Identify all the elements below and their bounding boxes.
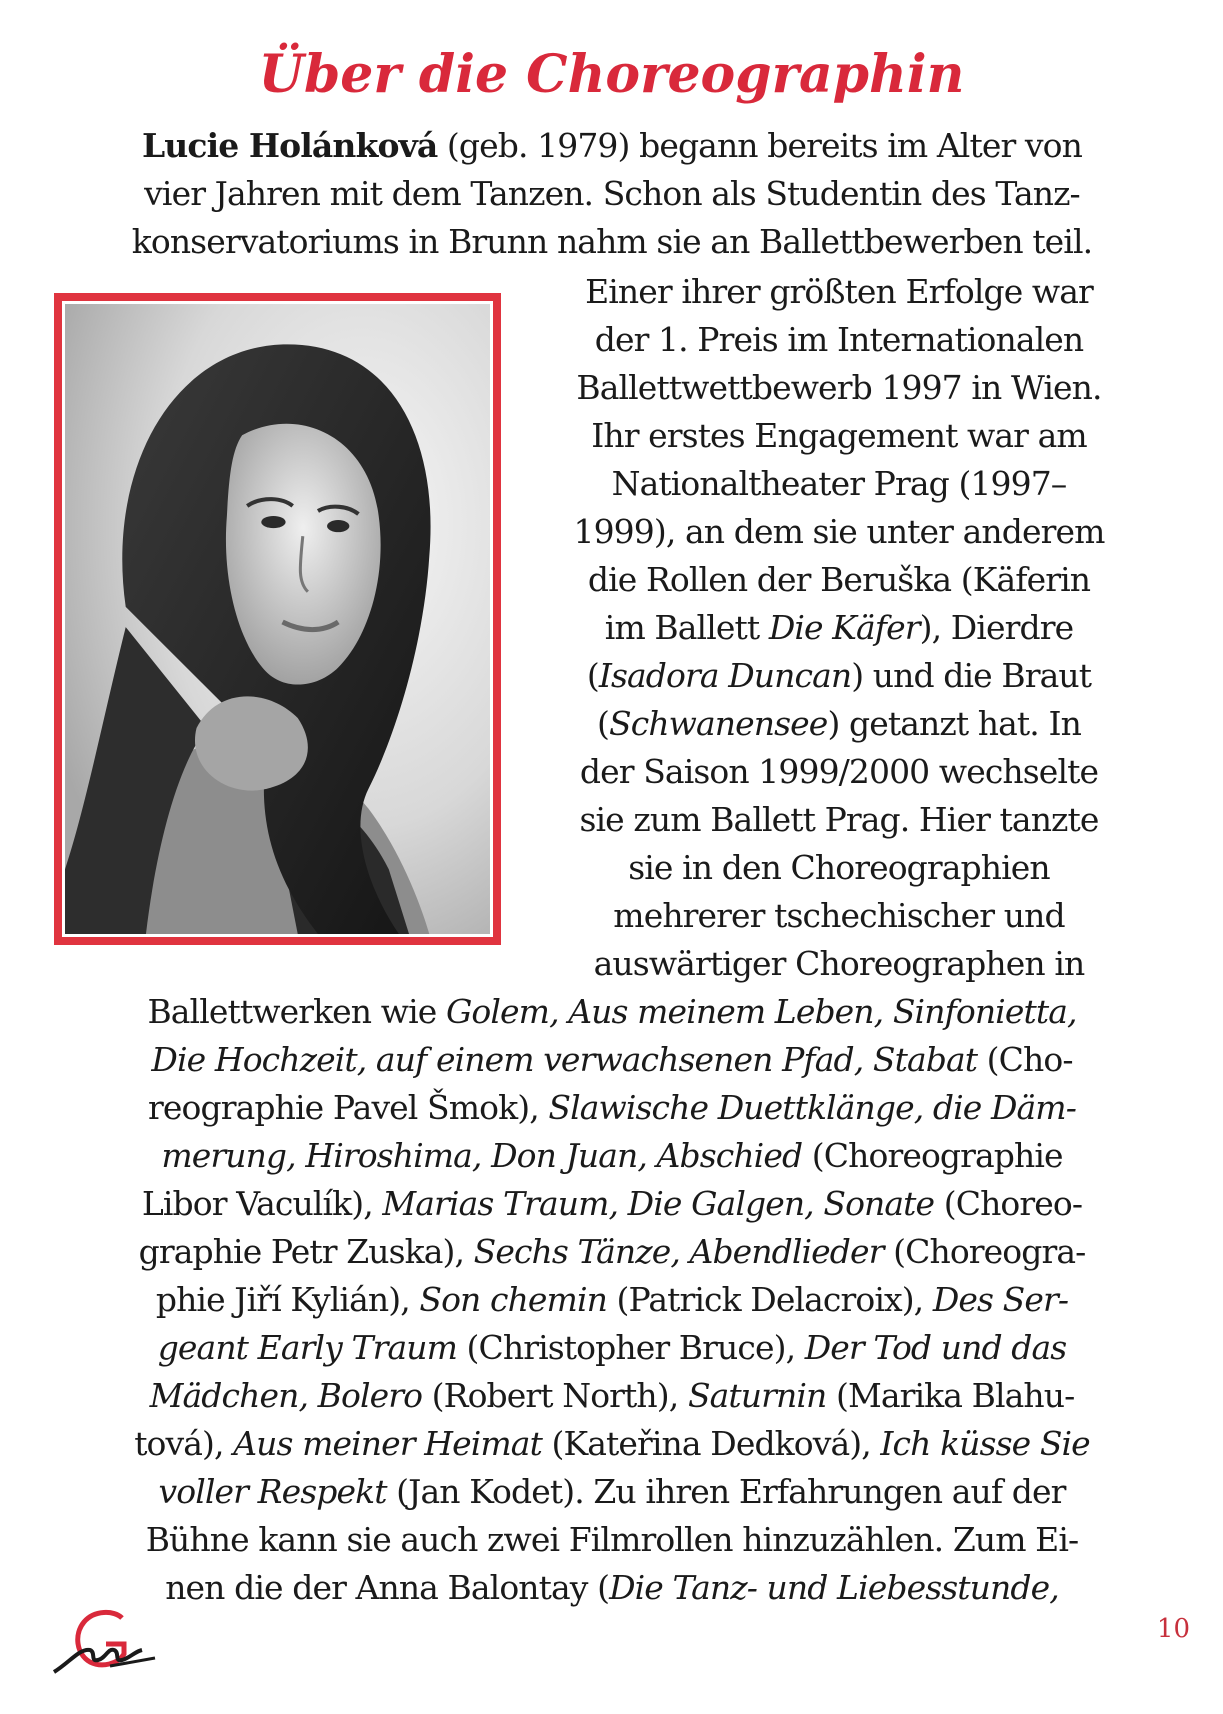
text-segment: Die Hochzeit, auf einem verwachsenen Pfad, Stabat (151, 1040, 978, 1079)
text-line (512, 604, 1166, 652)
text-line (512, 460, 1166, 508)
text-segment: auswärtiger Choreographen in (593, 944, 1085, 983)
text-line (58, 1276, 1166, 1324)
text-segment: Son chemin (419, 1280, 607, 1319)
text-segment: sie zum Ballett Prag. Hier tanzte (579, 800, 1099, 839)
text-segment: (Choreogra- (883, 1232, 1086, 1271)
text-segment: Ballettwerken wie (147, 992, 446, 1031)
text-line (58, 1420, 1166, 1468)
text-line (58, 1132, 1166, 1180)
text-segment: phie Jiří Kylián), (155, 1280, 420, 1319)
text-segment: Schwanensee (609, 704, 828, 743)
text-segment: sie in den Choreographien (628, 848, 1050, 887)
text-segment: Aus meiner Heimat (233, 1424, 542, 1463)
text-line (58, 1036, 1166, 1084)
text-segment: Sechs Tänze, Abendlieder (473, 1232, 884, 1271)
text-line (512, 508, 1166, 556)
text-segment: voller Respekt (158, 1472, 387, 1511)
text-segment: Die Käfer (768, 608, 920, 647)
text-segment: Isadora Duncan (598, 656, 852, 695)
text-segment: (Christopher Bruce), (456, 1328, 805, 1367)
text-line (58, 170, 1166, 218)
text-line (512, 268, 1166, 316)
text-segment: merung, Hiroshima, Don Juan, Abschied (161, 1136, 803, 1175)
text-line (58, 1228, 1166, 1276)
text-segment: (geb. 1979) begann bereits im Alter von (437, 126, 1082, 165)
text-line (512, 652, 1166, 700)
text-segment: Bühne kann sie auch zwei Filmrollen hinzuzählen. Zum Ei- (145, 1520, 1079, 1559)
text-segment: Ich küsse Sie (880, 1424, 1090, 1463)
text-segment: Die Tanz- und Liebesstunde, (609, 1568, 1059, 1607)
text-line (512, 844, 1166, 892)
text-segment: konservatoriums in Brunn nahm sie an Ballettbewerben teil. (131, 222, 1093, 261)
text-line (512, 556, 1166, 604)
text-line (58, 1324, 1166, 1372)
page-number: 10 (1156, 1614, 1190, 1644)
text-segment: 1999), an dem sie unter anderem (573, 512, 1105, 551)
text-line (58, 122, 1166, 170)
text-segment: Ballettwettbewerb 1997 in Wien. (576, 368, 1102, 407)
text-segment: ( (597, 704, 610, 743)
text-line (512, 796, 1166, 844)
text-segment: Slawische Duettklänge, die Däm- (548, 1088, 1076, 1127)
text-segment: (Marika Blahu- (826, 1376, 1075, 1415)
text-line (58, 1372, 1166, 1420)
text-segment: vier Jahren mit dem Tanzen. Schon als Studentin des Tanz- (144, 174, 1080, 213)
text-segment: (Jan Kodet). Zu ihren Erfahrungen auf der (386, 1472, 1066, 1511)
text-segment: geant Early Traum (157, 1328, 457, 1367)
text-line (512, 700, 1166, 748)
text-line (58, 1468, 1166, 1516)
text-segment: Lucie Holánková (141, 126, 438, 165)
text-line (58, 218, 1166, 266)
text-segment: Einer ihrer größten Erfolge war (585, 272, 1093, 311)
text-segment: Marias Traum, Die Galgen, Sonate (382, 1184, 935, 1223)
text-segment: (Choreographie (802, 1136, 1063, 1175)
text-segment: mehrerer tschechischer und (613, 896, 1065, 935)
text-segment: graphie Petr Zuska), (138, 1232, 474, 1271)
text-segment: ( (586, 656, 599, 695)
portrait-illustration (65, 304, 490, 934)
text-segment: (Robert North), (422, 1376, 688, 1415)
text-segment: Libor Vaculík), (141, 1184, 383, 1223)
text-segment: reographie Pavel Šmok), (148, 1088, 549, 1127)
text-segment: Nationaltheater Prag (1997– (611, 464, 1067, 503)
text-segment: ) und die Braut (851, 656, 1092, 695)
text-segment: tová), (134, 1424, 234, 1463)
text-segment: der Saison 1999/2000 wechselte (579, 752, 1099, 791)
text-segment: ) getanzt hat. In (827, 704, 1081, 743)
text-line (512, 412, 1166, 460)
text-segment: Der Tod und das (804, 1328, 1067, 1367)
text-segment: die Rollen der Beruška (Käferin (587, 560, 1091, 599)
text-line (512, 364, 1166, 412)
text-line (58, 1516, 1166, 1564)
text-segment: ), Dierdre (919, 608, 1074, 647)
text-line (512, 748, 1166, 796)
text-segment: (Patrick Delacroix), (606, 1280, 933, 1319)
gm-monogram-icon (50, 1606, 160, 1676)
text-segment: (Choreo- (934, 1184, 1083, 1223)
text-segment: der 1. Preis im Internationalen (594, 320, 1084, 359)
text-line (512, 316, 1166, 364)
text-segment: Golem, Aus meinem Leben, Sinfonietta, (445, 992, 1077, 1031)
text-line (512, 940, 1166, 988)
text-segment: Ihr erstes Engagement war am (591, 416, 1087, 455)
text-segment: Mädchen, Bolero (149, 1376, 423, 1415)
text-line (58, 988, 1166, 1036)
portrait-photo-frame (54, 293, 501, 945)
text-line (58, 1084, 1166, 1132)
text-segment: (Cho- (977, 1040, 1073, 1079)
text-line (512, 892, 1166, 940)
text-line (58, 1564, 1166, 1612)
text-segment: (Kateřina Dedková), (541, 1424, 881, 1463)
page-title: Über die Choreographin (258, 44, 965, 105)
text-segment: Saturnin (687, 1376, 827, 1415)
text-segment: im Ballett (604, 608, 769, 647)
text-segment: nen die der Anna Balontay ( (165, 1568, 610, 1607)
text-line (58, 1180, 1166, 1228)
text-segment: Des Ser- (932, 1280, 1069, 1319)
portrait-photo (65, 304, 490, 934)
